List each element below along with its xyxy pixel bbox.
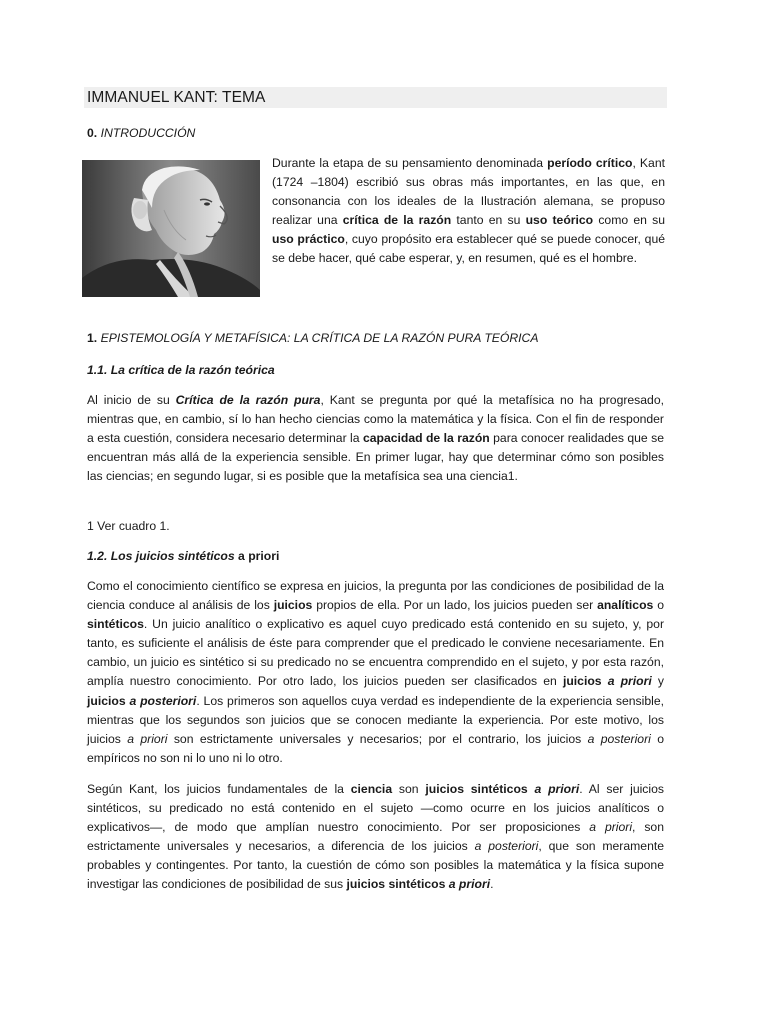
kant-portrait	[82, 160, 260, 297]
section-title: EPISTEMOLOGÍA Y METAFÍSICA: LA CRÍTICA DE LA RAZÓN PURA TEÓRICA	[100, 331, 539, 345]
page-title: IMMANUEL KANT: TEMA	[87, 89, 266, 106]
paragraph-juicios: Como el conocimiento científico se expresa en juicios, la pregunta por las condiciones de posibilidad de la ciencia conduce al análisis de los juicios propios de ella. Por un lado, los juicios pueden ser analíticos o sintéticos. Un juicio analítico o explicativo es aquel cuyo predicado está contenido en su sujeto, y, por tanto, es suficiente el análisis de éste para comprender que el predicado le conviene necesariamente. En cambio, un juicio es sintético si su predicado no se encuentra comprendido en el sujeto, y por esta razón, amplía nuestro conocimiento. Por otro lado, los juicios pueden ser clasificados en juicios a priori y juicios a posteriori. Los primeros son aquellos cuya verdad es independiente de la experiencia sensible, mientras que los segundos son juicios que se conocen mediante la experiencia. Por este motivo, los juicios a priori son estrictamente universales y necesarios; por el contrario, los juicios a posteriori o empíricos no son ni lo uno ni lo otro.	[87, 579, 664, 765]
section-0-heading	[87, 125, 195, 141]
subsection-1-1-heading: 1.1. La crítica de la razón teórica	[87, 363, 275, 377]
intro-paragraph: Durante la etapa de su pensamiento denominada período crítico, Kant (1724 –1804) escribió sus obras más importantes, en las que, en consonancia con los ideales de la Ilustración alemana, se propuso realizar una crítica de la razón tanto en su uso teórico como en su uso práctico, cuyo propósito era establecer qué se puede conocer, qué se debe hacer, qué cabe esperar, y, en resumen, qué es el hombre.	[272, 156, 666, 266]
section-number: 0.	[87, 126, 98, 140]
section-number: 1.	[87, 331, 98, 345]
section-title: INTRODUCCIÓN	[100, 126, 196, 140]
paragraph-sinteticos-a-priori: Según Kant, los juicios fundamentales de la ciencia son juicios sintéticos a priori. Al ser juicios sintéticos, su predicado no está contenido en el sujeto —como ocurre en los juicios analíticos o explicativos—, de modo que amplían nuestro conocimiento. Por ser proposiciones a priori, son estrictamente universales y necesarios, a diferencia de los juicios a posteriori, que son meramente probables y contingentes. Por tanto, la cuestión de cómo son posibles la matemática y la física supone investigar las condiciones de posibilidad de sus juicios sintéticos a priori.	[87, 782, 665, 892]
paragraph-razon-teorica: Al inicio de su Crítica de la razón pura, Kant se pregunta por qué la metafísica no ha progresado, mientras que, en cambio, sí lo han hecho ciencias como la matemática y la física. Con el fin de responder a esta cuestión, considera necesario determinar la capacidad de la razón para conocer realidades que se encuentran más allá de la experiencia sensible. En primer lugar, hay que determinar cómo son posibles las ciencias; en segundo lugar, si es posible que la metafísica sea una ciencia1.	[87, 393, 664, 484]
subsection-1-2-heading: 1.2. Los juicios sintéticos a priori	[87, 549, 280, 563]
section-1-heading	[87, 330, 539, 346]
footnote: 1 Ver cuadro 1.	[87, 519, 170, 533]
